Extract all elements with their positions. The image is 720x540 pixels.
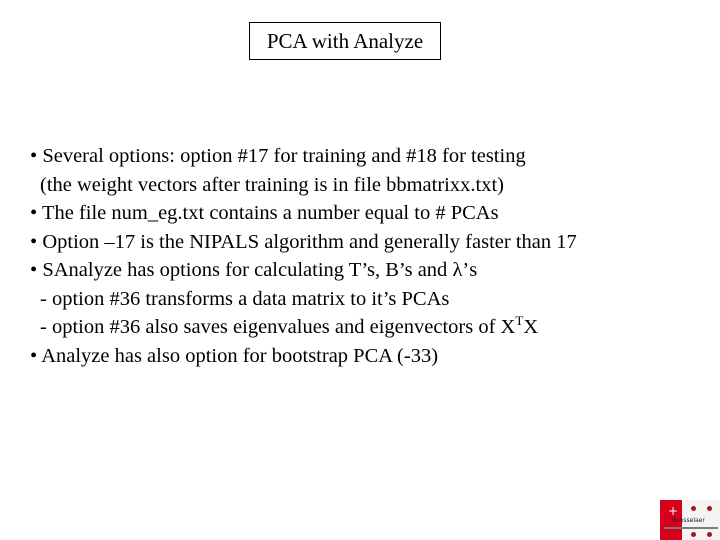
bullet-text: Option –17 is the NIPALS algorithm and generally faster than 17 xyxy=(42,230,577,253)
bullet-item xyxy=(30,142,710,171)
logo-dot-icon xyxy=(707,532,712,537)
bullet-list xyxy=(30,142,710,370)
logo-cross-icon: + xyxy=(668,504,679,518)
bullet-item xyxy=(30,342,710,371)
sub-bullet-item xyxy=(30,285,710,314)
bullet-text xyxy=(42,259,477,281)
bullet-text-part: SAnalyze has options for calculating T’s, B’s and xyxy=(42,259,453,281)
sub-bullet-text-part: X xyxy=(523,316,539,338)
bullet-glyph: • xyxy=(30,230,38,253)
logo-dot-icon xyxy=(691,532,696,537)
sub-bullet-item xyxy=(30,313,710,342)
bullet-text-part: ’s xyxy=(462,259,478,281)
bullet-item xyxy=(30,199,710,228)
bullet-text: Several options: option #17 for training and #18 for testing xyxy=(42,145,526,167)
transpose-superscript: T xyxy=(515,313,524,328)
bullet-continuation-text: (the weight vectors after training is in file bbmatrixx.txt) xyxy=(40,173,504,196)
slide-title xyxy=(249,22,441,60)
bullet-text: The file num_eg.txt contains a number equal to # PCAs xyxy=(41,202,499,224)
logo-dot-icon xyxy=(707,506,712,511)
sub-bullet-text xyxy=(40,313,539,338)
university-logo xyxy=(660,500,720,540)
logo-bar xyxy=(664,527,718,529)
bullet-glyph: • xyxy=(30,202,38,224)
bullet-item xyxy=(30,256,710,285)
bullet-glyph: • xyxy=(30,259,38,281)
bullet-text: Analyze has also option for bootstrap PCA (-33) xyxy=(41,344,439,367)
sub-bullet-text: - option #36 transforms a data matrix to it’s PCAs xyxy=(40,287,450,310)
bullet-continuation xyxy=(30,171,710,200)
logo-dot-icon xyxy=(691,506,696,511)
slide-title-text: PCA with Analyze xyxy=(266,28,424,53)
lambda-symbol: λ xyxy=(452,259,463,281)
bullet-glyph: • xyxy=(30,344,38,367)
logo-text: Rensselaer xyxy=(672,517,705,524)
sub-bullet-text-part: - option #36 also saves eigenvalues and eigenvectors of X xyxy=(40,316,516,338)
bullet-glyph: • xyxy=(30,145,38,167)
bullet-item xyxy=(30,228,710,257)
